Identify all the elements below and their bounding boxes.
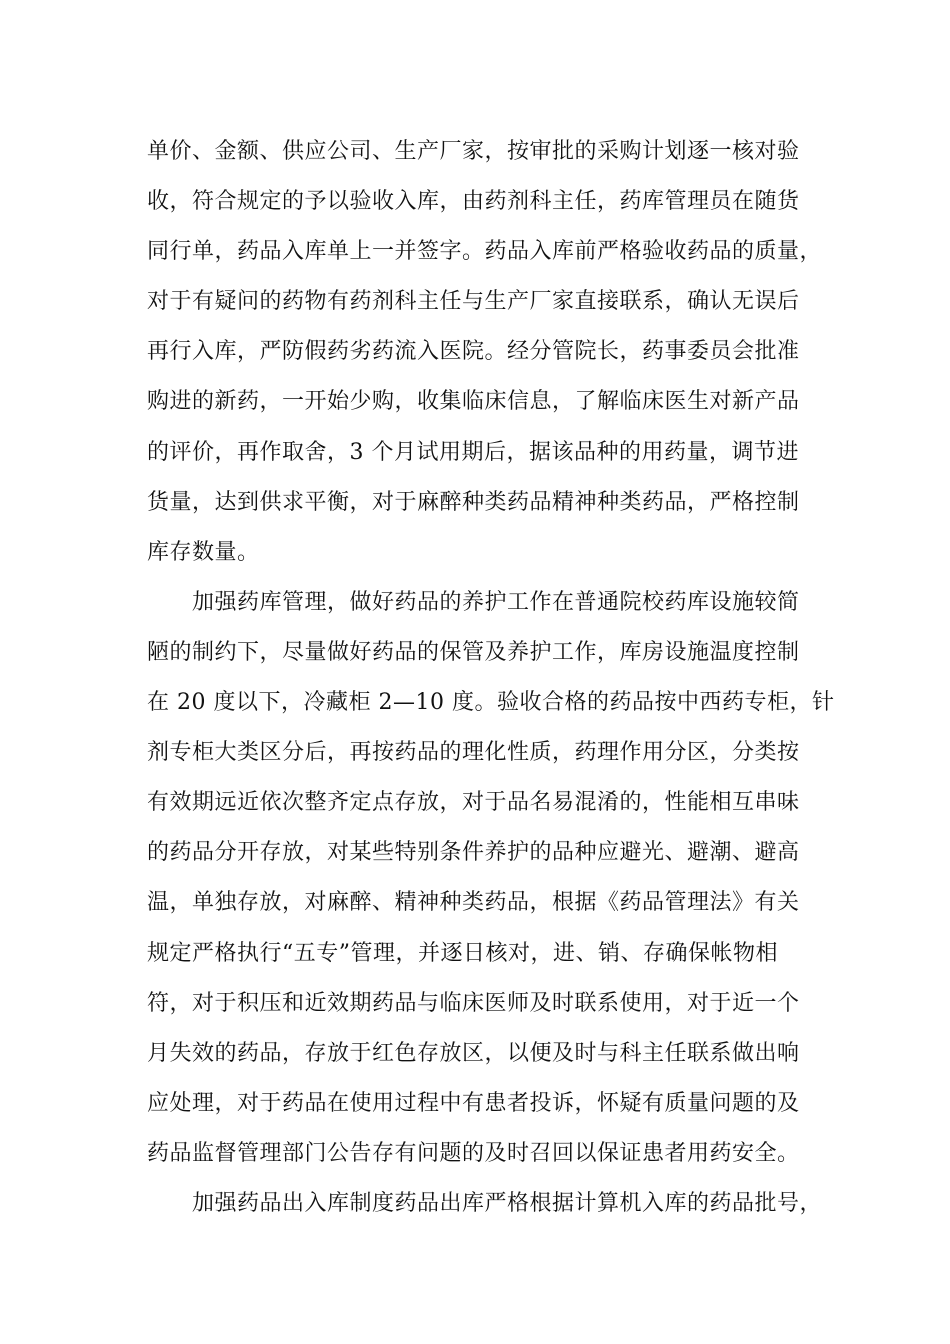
text-line: 加强药品出入库制度药品出库严格根据计算机入库的药品批号， (147, 1190, 823, 1216)
text-line: 陋的制约下，尽量做好药品的保管及养护工作，库房设施温度控制 (147, 639, 800, 665)
text-line: 应处理，对于药品在使用过程中有患者投诉，怀疑有质量问题的及 (147, 1090, 800, 1116)
text-line: 符，对于积压和近效期药品与临床医师及时联系使用，对于近一个 (147, 990, 800, 1016)
text-line: 对于有疑问的药物有药剂科主任与生产厂家直接联系，确认无误后 (147, 289, 800, 315)
text-line: 剂专柜大类区分后，再按药品的理化性质，药理作用分区，分类按 (147, 740, 800, 766)
text-line: 加强药库管理，做好药品的养护工作在普通院校药库设施较简 (147, 589, 800, 615)
paragraph-2 (147, 578, 835, 1179)
text-line: 温，单独存放，对麻醉、精神种类药品，根据《药品管理法》有关 (147, 890, 800, 916)
body-text (147, 127, 835, 1229)
text-line: 同行单，药品入库单上一并签字。药品入库前严格验收药品的质量， (147, 239, 823, 265)
text-line: 月失效的药品，存放于红色存放区，以便及时与科主任联系做出响 (147, 1040, 800, 1066)
text-line: 规定严格执行“五专”管理，并逐日核对，进、销、存确保帐物相 (147, 940, 778, 966)
text-line: 有效期远近依次整齐定点存放，对于品名易混淆的，性能相互串味 (147, 790, 800, 816)
text-line: 单价、金额、供应公司、生产厂家，按审批的采购计划逐一核对验 (147, 139, 800, 164)
text-line: 在 20 度以下，冷藏柜 2—10 度。验收合格的药品按中西药专柜，针 (147, 690, 835, 716)
text-line: 药品监督管理部门公告存有问题的及时召回以保证患者用药安全。 (147, 1140, 800, 1166)
text-line: 的评价，再作取舍，3 个月试用期后，据该品种的用药量，调节进 (147, 439, 799, 465)
paragraph-1 (147, 127, 827, 578)
text-line: 再行入库，严防假药劣药流入医院。经分管院长，药事委员会批准 (147, 339, 800, 365)
text-line: 货量，达到供求平衡，对于麻醉种类药品精神种类药品，严格控制 (147, 489, 800, 515)
text-line: 的药品分开存放，对某些特别条件养护的品种应避光、避潮、避高 (147, 840, 800, 866)
paragraph-3 (147, 1179, 827, 1229)
text-line: 库存数量。 (147, 539, 260, 565)
text-line: 收，符合规定的予以验收入库，由药剂科主任，药库管理员在随货 (147, 189, 800, 215)
text-line: 购进的新药，一开始少购，收集临床信息，了解临床医生对新产品 (147, 389, 800, 415)
